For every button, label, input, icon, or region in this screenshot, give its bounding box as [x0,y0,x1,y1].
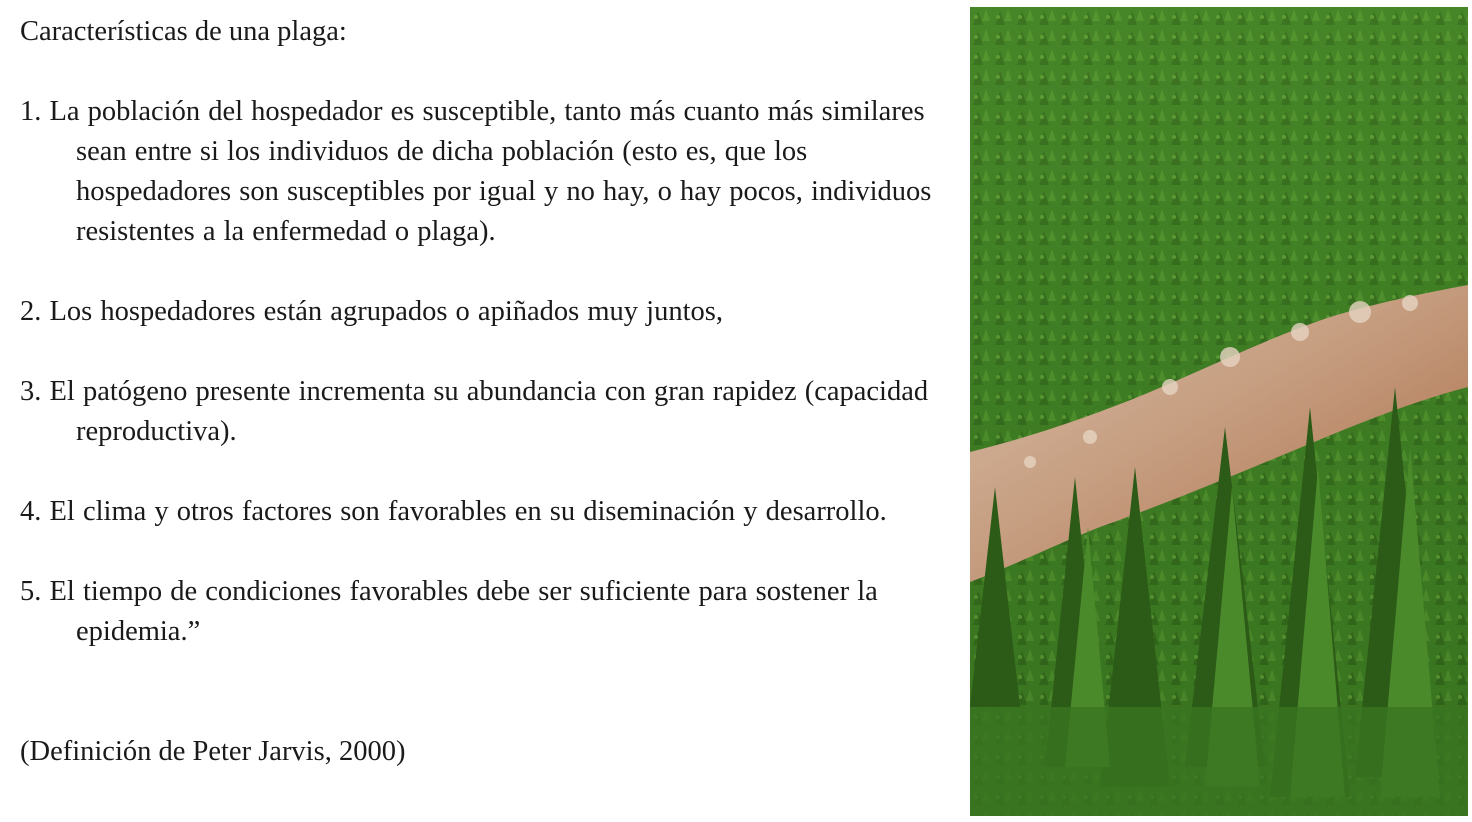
forest-photo [970,7,1468,816]
list-item: 3. El patógeno presente incrementa su abundancia con gran rapidez (capacidad reproductiva). [20,376,929,447]
slide-text [20,12,950,772]
list-item: 1. La población del hospedador es susceptible, tanto más cuanto más similares sean entre si los individuos de dicha población (esto es, que los hospedadores son susceptibles por igual y no hay, o hay pocos, individuos resistentes a la enfermedad o plaga). [20,96,932,247]
list-item: 2. Los hospedadores están agrupados o apiñados muy juntos, [20,296,723,327]
characteristics-list [20,92,950,652]
slide-heading: Características de una plaga: [20,16,347,47]
list-item: 4. El clima y otros factores son favorables en su diseminación y desarrollo. [20,496,887,527]
list-item: 5. El tiempo de condiciones favorables debe ser suficiente para sostener la epidemia.” [20,576,878,647]
citation: (Definición de Peter Jarvis, 2000) [20,736,406,767]
forest-photo-illustration [970,7,1468,816]
